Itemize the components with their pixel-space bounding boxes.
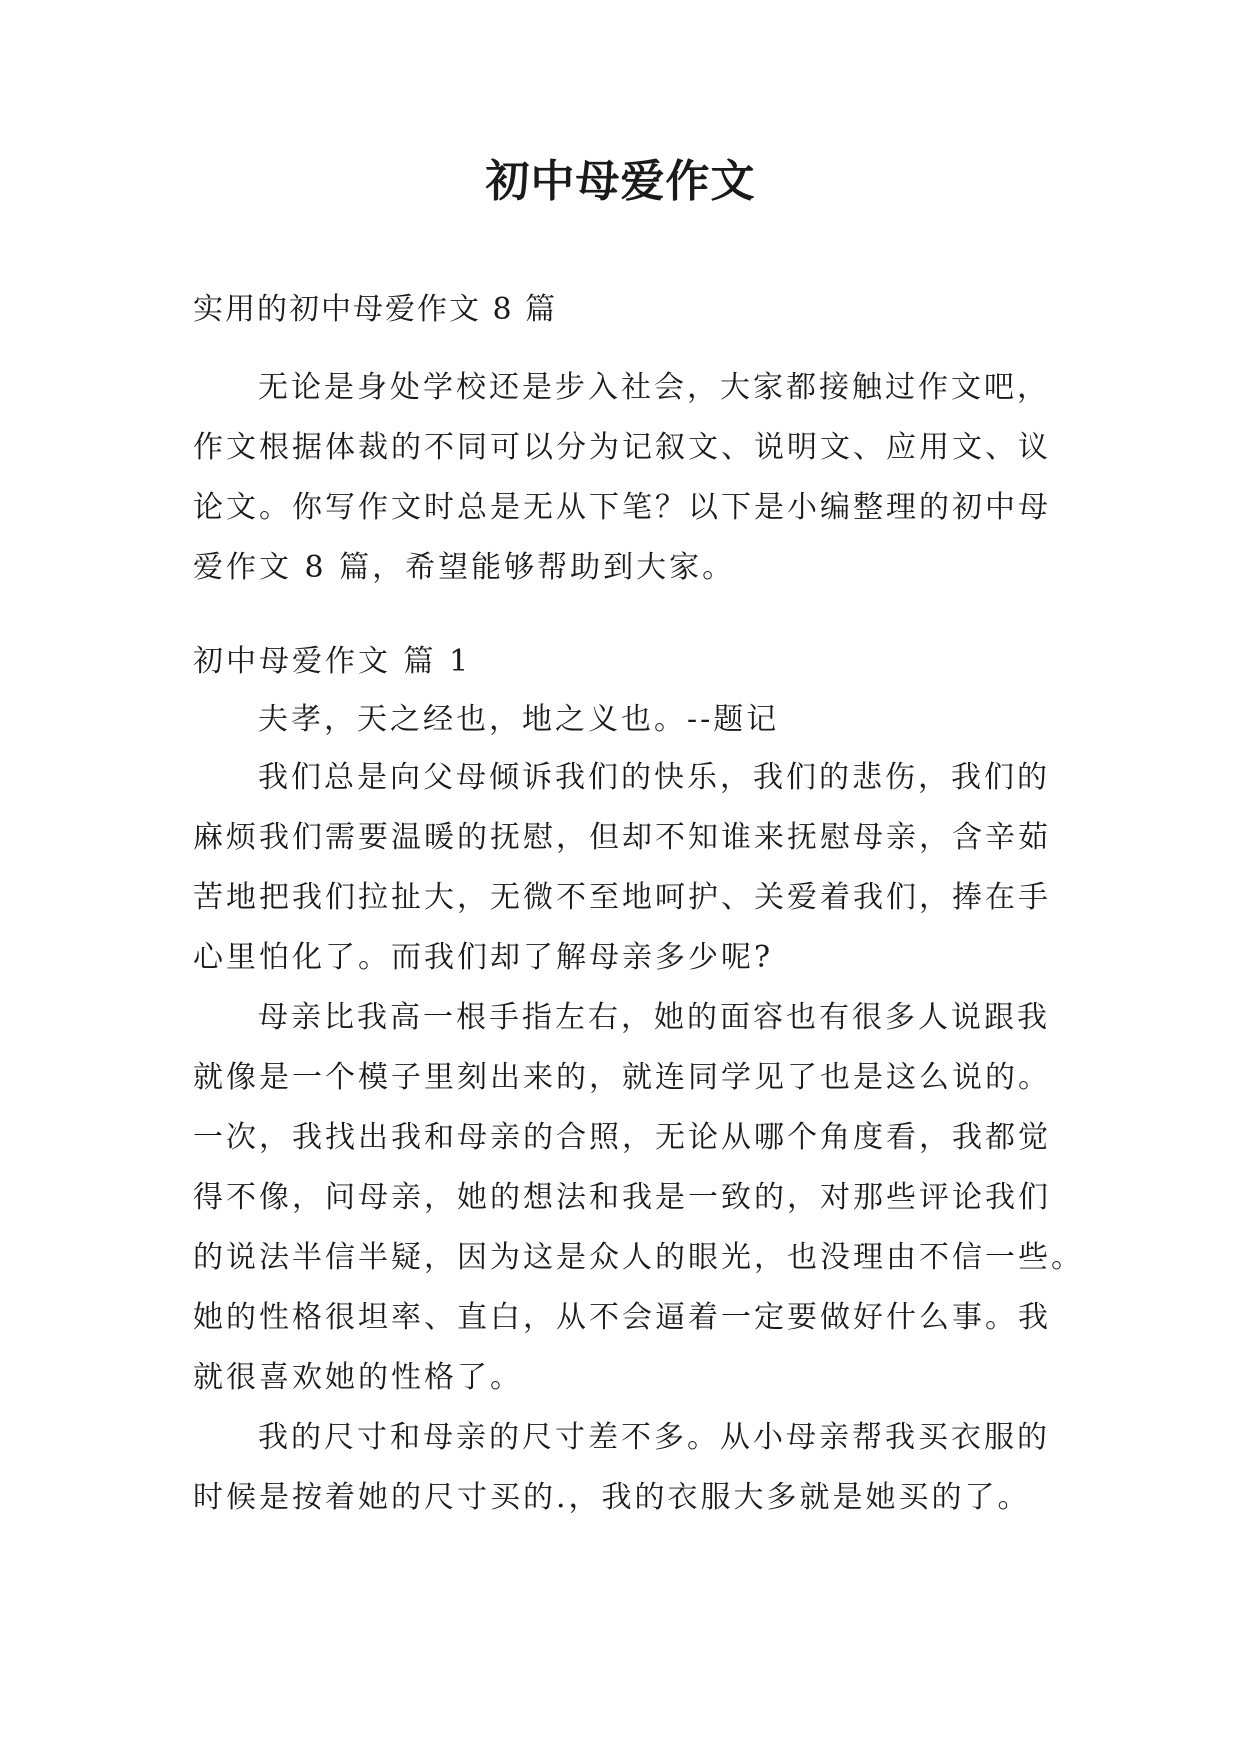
text-line: 她的性格很坦率、直白，从不会逼着一定要做好什么事。我 xyxy=(193,1300,1051,1335)
text-line: 麻烦我们需要温暖的抚慰，但却不知谁来抚慰母亲，含辛茹 xyxy=(193,820,1051,855)
text-line: 论文。你写作文时总是无从下笔？以下是小编整理的初中母 xyxy=(193,490,1051,525)
text-line: 无论是身处学校还是步入社会，大家都接触过作文吧， xyxy=(258,370,1050,405)
text-line: 苦地把我们拉扯大，无微不至地呵护、关爱着我们，捧在手 xyxy=(193,880,1051,915)
text-line: 的说法半信半疑，因为这是众人的眼光，也没理由不信一些。 xyxy=(193,1240,1084,1275)
text-line: 作文根据体裁的不同可以分为记叙文、说明文、应用文、议 xyxy=(193,430,1051,465)
text-line: 爱作文 8 篇，希望能够帮助到大家。 xyxy=(193,550,736,585)
section-heading: 初中母爱作文 篇 1 xyxy=(193,644,472,679)
text-line: 就像是一个模子里刻出来的，就连同学见了也是这么说的。 xyxy=(193,1060,1051,1095)
text-line: 我们总是向父母倾诉我们的快乐，我们的悲伤，我们的 xyxy=(258,760,1050,795)
text-line: 心里怕化了。而我们却了解母亲多少呢? xyxy=(193,940,774,975)
document-title: 初中母爱作文 xyxy=(485,156,756,207)
document-subtitle: 实用的初中母爱作文 8 篇 xyxy=(193,292,558,327)
text-line: 我的尺寸和母亲的尺寸差不多。从小母亲帮我买衣服的 xyxy=(258,1420,1050,1455)
text-line: 母亲比我高一根手指左右，她的面容也有很多人说跟我 xyxy=(258,1000,1050,1035)
epigraph-line: 夫孝，天之经也，地之义也。--题记 xyxy=(258,702,780,737)
text-line: 得不像，问母亲，她的想法和我是一致的，对那些评论我们 xyxy=(193,1180,1051,1215)
text-line: 时候是按着她的尺寸买的.，我的衣服大多就是她买的了。 xyxy=(193,1480,1031,1515)
text-line: 一次，我找出我和母亲的合照，无论从哪个角度看，我都觉 xyxy=(193,1120,1051,1155)
text-line: 就很喜欢她的性格了。 xyxy=(193,1360,523,1395)
